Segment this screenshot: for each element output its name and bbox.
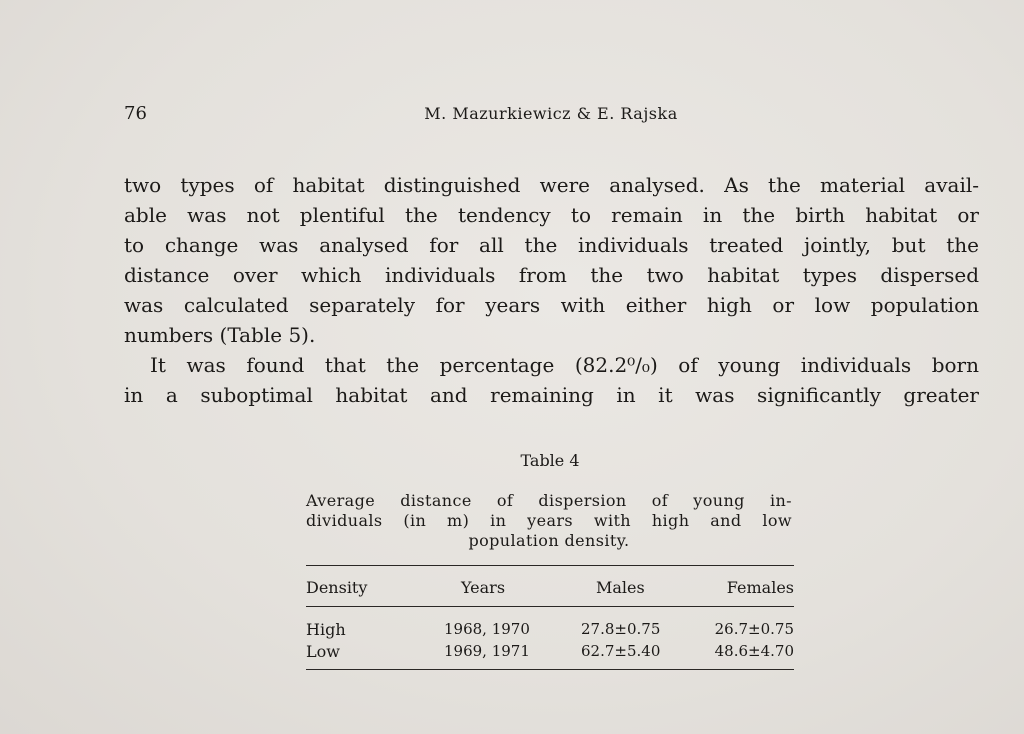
header-cell-years: Years [461, 578, 506, 597]
table-body [306, 607, 794, 669]
header-cell-density: Density [306, 578, 368, 597]
text-line: It was found that the percentage (82.2⁰/₀) of young individuals born [150, 353, 979, 377]
data-table [306, 565, 794, 670]
table-cell: 1968, 1970 [444, 620, 530, 638]
table-label: Table 4 [520, 451, 580, 470]
text-line: distance over which individuals from the two habitat types dispersed [124, 263, 979, 287]
body-text [124, 170, 979, 410]
table-caption [306, 491, 792, 551]
table-cell: 1969, 1971 [444, 642, 530, 660]
caption-line: population density. [468, 531, 630, 550]
text-line: able was not plentiful the tendency to remain in the birth habitat or [124, 203, 979, 227]
header-cell-females: Females [726, 578, 794, 597]
table-bottom-rule [306, 669, 794, 670]
table-row [306, 619, 794, 641]
text-line: to change was analysed for all the individuals treated jointly, but the [124, 233, 979, 257]
page-header [124, 103, 978, 129]
table-cell: 48.6±4.70 [714, 642, 794, 660]
paragraph-1 [124, 170, 979, 350]
header-cell-males: Males [596, 578, 645, 597]
text-line: numbers (Table 5). [124, 323, 316, 347]
paragraph-2 [124, 350, 979, 410]
table-cell: 62.7±5.40 [581, 642, 661, 660]
table-cell: Low [306, 642, 340, 661]
page-number: 76 [124, 103, 147, 124]
caption-line: Average distance of dispersion of young in- [306, 491, 792, 510]
table-header-row [306, 566, 794, 606]
running-head: M. Mazurkiewicz & E. Rajska [424, 104, 678, 123]
table-cell: 26.7±0.75 [714, 620, 794, 638]
table-row [306, 641, 794, 663]
text-line: two types of habitat distinguished were analysed. As the material avail- [124, 173, 979, 197]
caption-line: dividuals (in m) in years with high and low [306, 511, 792, 530]
table-cell: 27.8±0.75 [581, 620, 661, 638]
text-line: in a suboptimal habitat and remaining in it was significantly greater [124, 383, 979, 407]
text-line: was calculated separately for years with either high or low population [124, 293, 979, 317]
table-cell: High [306, 620, 346, 639]
